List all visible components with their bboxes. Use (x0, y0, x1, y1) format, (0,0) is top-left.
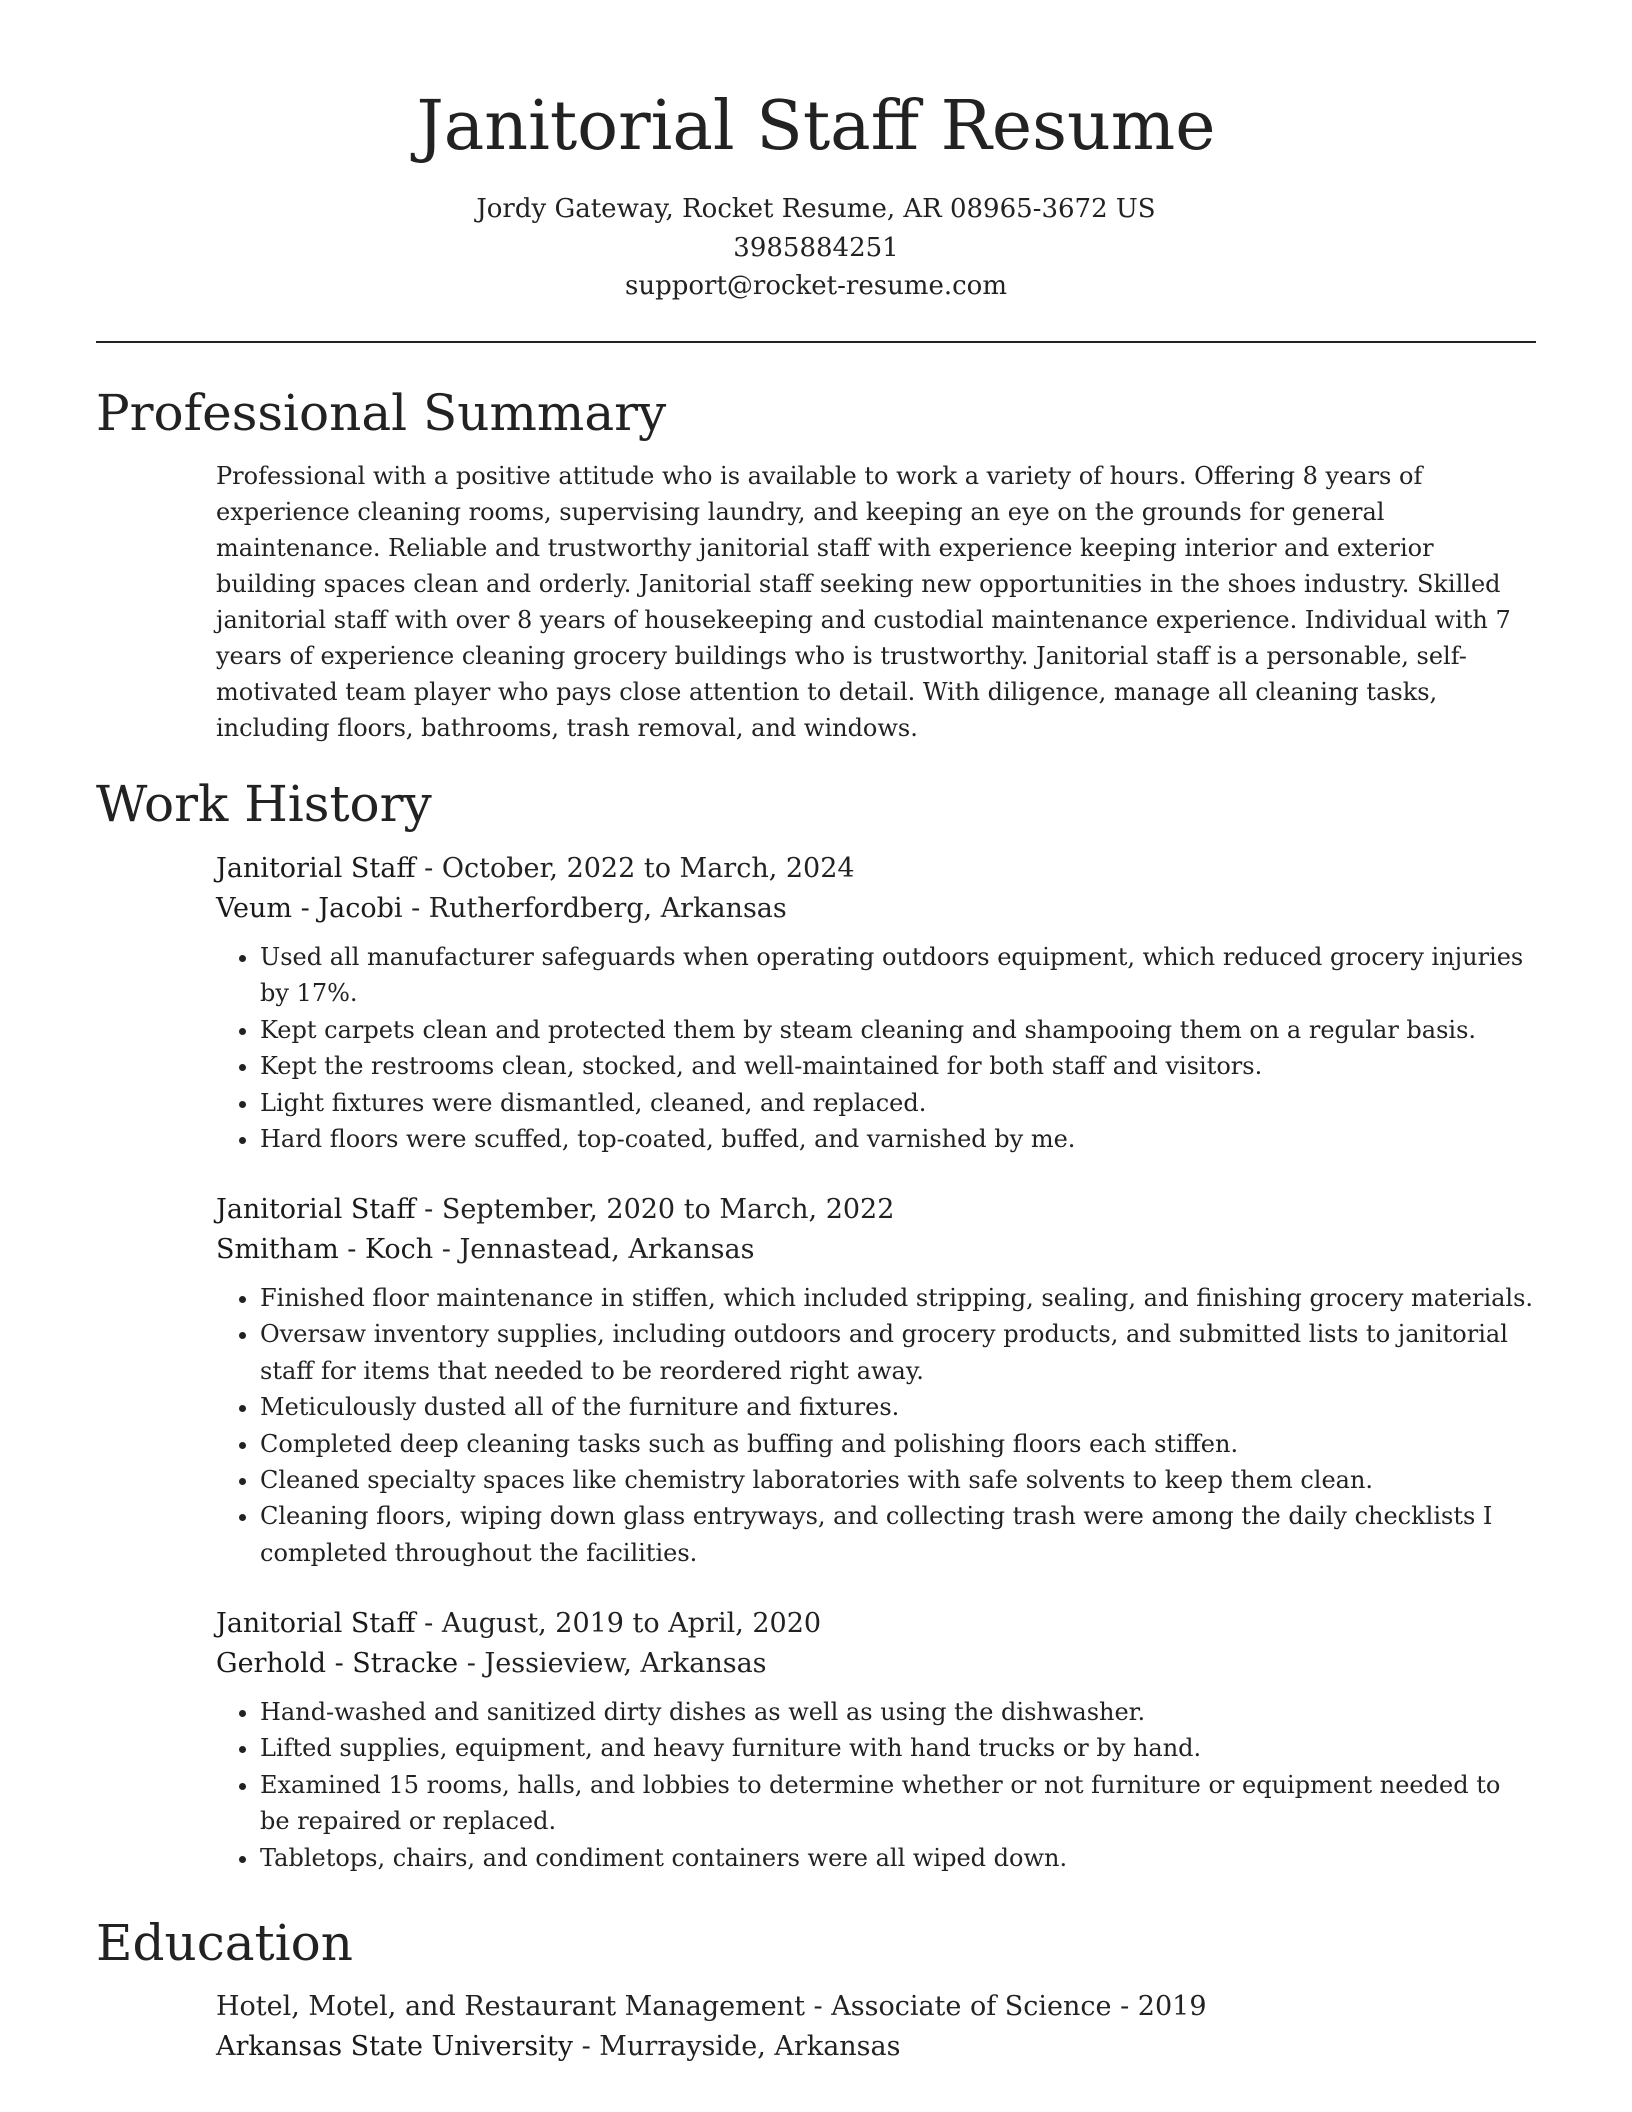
job-bullets (216, 1280, 1536, 1571)
job-company-line (216, 1644, 1536, 1684)
job-company: Gerhold - Stracke (216, 1648, 459, 1679)
education-location: - Murrayside, Arkansas (573, 2031, 901, 2062)
education-school: Arkansas State University (216, 2031, 574, 2062)
job-dates: - October, 2022 to March, 2024 (415, 853, 855, 884)
education-school-line (216, 2027, 1536, 2067)
header-divider (96, 341, 1536, 343)
contact-email: support@rocket-resume.com (624, 271, 1007, 301)
job-entry (216, 1190, 1536, 1571)
section-heading-work-history: Work History (96, 775, 432, 833)
page-title: Janitorial Staff Resume (416, 87, 1216, 166)
job-title: Janitorial Staff (216, 1194, 416, 1225)
list-item: • Hard floors were scuffed, top-coated, buffed, and varnished by me. (260, 1121, 1536, 1157)
job-company: Smitham - Koch (216, 1234, 434, 1265)
list-item: • Cleaned specialty spaces like chemistry laboratories with safe solvents to keep them clean. (260, 1462, 1536, 1498)
list-item: • Kept carpets clean and protected them by steam cleaning and shampooing them on a regular basis. (260, 1012, 1536, 1048)
list-item: • Kept the restrooms clean, stocked, and well-maintained for both staff and visitors. (260, 1048, 1536, 1084)
contact-address: Jordy Gateway, Rocket Resume, AR 08965-3672 US (476, 194, 1156, 224)
job-location: - Jennastead, Arkansas (433, 1234, 755, 1265)
education-degree: Hotel, Motel, and Restaurant Management - Associate of Science - 2019 (216, 1991, 1207, 2022)
job-entry (216, 849, 1536, 1157)
summary-block (216, 458, 1536, 746)
list-item: • Oversaw inventory supplies, including outdoors and grocery products, and submitted lists to janitorial staff for items that needed to be reordered right away. (260, 1316, 1536, 1389)
job-dates: - August, 2019 to April, 2020 (415, 1608, 822, 1639)
list-item: • Light fixtures were dismantled, cleaned, and replaced. (260, 1085, 1536, 1121)
contact-phone: 3985884251 (733, 232, 899, 263)
job-dates: - September, 2020 to March, 2022 (415, 1194, 895, 1225)
list-item: • Completed deep cleaning tasks such as buffing and polishing floors each stiffen. (260, 1426, 1536, 1462)
job-title: Janitorial Staff (216, 1608, 416, 1639)
job-title-line (216, 1604, 1536, 1644)
section-heading-education: Education (96, 1914, 353, 1972)
job-title: Janitorial Staff (216, 853, 416, 884)
job-company-line (216, 1230, 1536, 1270)
resume-header (96, 82, 1536, 306)
job-location: - Rutherfordberg, Arkansas (402, 893, 787, 924)
education-entry (216, 1987, 1536, 2067)
job-title-line (216, 849, 1536, 889)
list-item: • Tabletops, chairs, and condiment containers were all wiped down. (260, 1840, 1536, 1876)
job-entry (216, 1604, 1536, 1876)
job-location: - Jessieview, Arkansas (458, 1648, 767, 1679)
job-company-line (216, 889, 1536, 929)
list-item: • Lifted supplies, equipment, and heavy furniture with hand trucks or by hand. (260, 1730, 1536, 1766)
list-item: • Cleaning floors, wiping down glass entryways, and collecting trash were among the daily checklists I completed throughout the facilities. (260, 1498, 1536, 1571)
list-item: • Meticulously dusted all of the furniture and fixtures. (260, 1389, 1536, 1425)
list-item: • Examined 15 rooms, halls, and lobbies to determine whether or not furniture or equipment needed to be repaired or replaced. (260, 1767, 1536, 1840)
list-item: • Hand-washed and sanitized dirty dishes as well as using the dishwasher. (260, 1694, 1536, 1730)
section-heading-summary: Professional Summary (96, 384, 667, 442)
list-item: • Finished floor maintenance in stiffen, which included stripping, sealing, and finishing grocery materials. (260, 1280, 1536, 1316)
job-bullets (216, 939, 1536, 1157)
list-item: • Used all manufacturer safeguards when operating outdoors equipment, which reduced grocery injuries by 17%. (260, 939, 1536, 1012)
summary-text: Professional with a positive attitude who is available to work a variety of hours. Offering 8 years of experience cleaning rooms, supervising laundry, and keeping an eye on the grounds for general maintenance. Reliable and trustworthy janitorial staff with experience keeping interior and exterior building spaces clean and orderly. Janitorial staff seeking new opportunities in the shoes industry. Skilled janitorial staff with over 8 years of housekeeping and custodial maintenance experience. Individual with 7 years of experience cleaning grocery buildings who is trustworthy. Janitorial staff is a personable, self-motivated team player who pays close attention to detail. With diligence, manage all cleaning tasks, including floors, bathrooms, trash removal, and windows. (216, 462, 1511, 742)
contact-info (96, 190, 1536, 306)
job-company: Veum - Jacobi (216, 893, 403, 924)
job-bullets (216, 1694, 1536, 1876)
job-title-line (216, 1190, 1536, 1230)
